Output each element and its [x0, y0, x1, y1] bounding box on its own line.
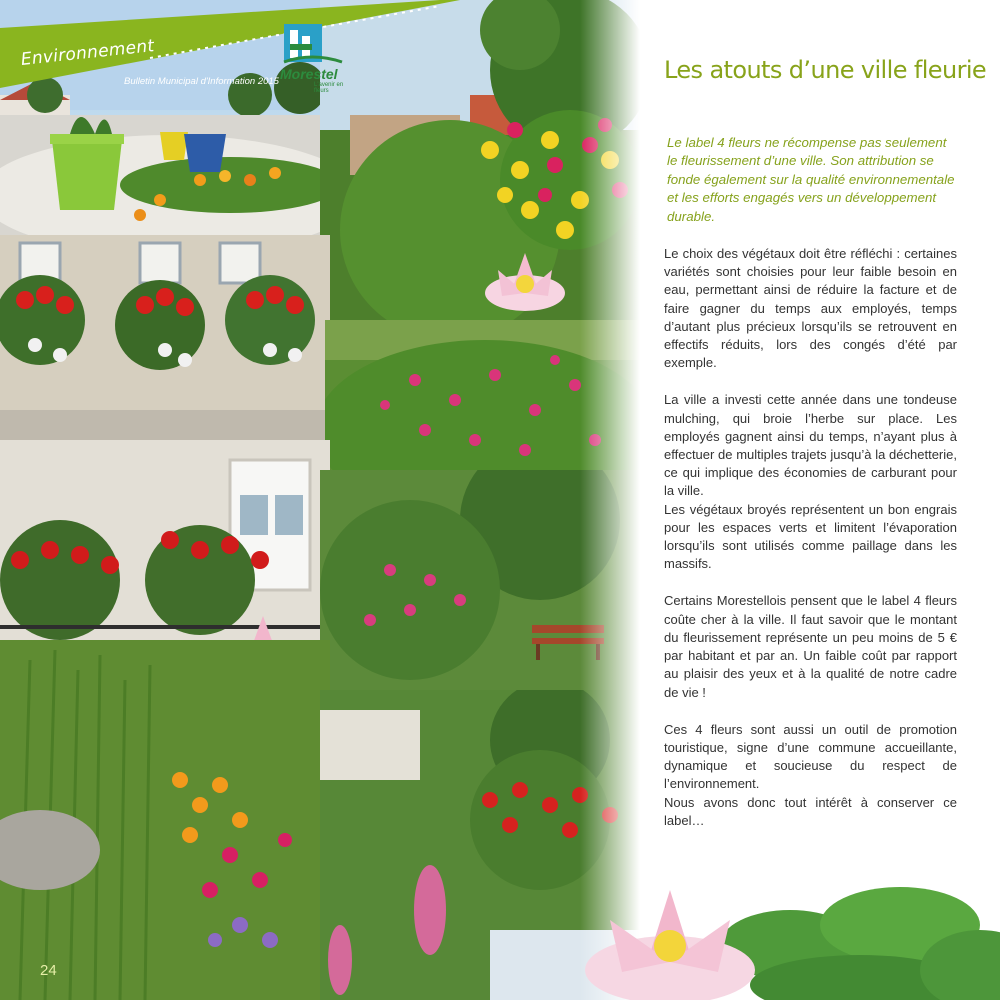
- article: [664, 56, 987, 830]
- article-intro: Le label 4 fleurs ne récompense pas seulement le fleurissement d’une ville. Son attribution se fonde également sur la qualité environnementale et les efforts engagés vers un développement durable.: [667, 135, 955, 224]
- photo-house-baskets: [0, 235, 330, 450]
- water-lily-top: [480, 248, 570, 318]
- photo-grasses-rockery: [0, 640, 330, 1000]
- paragraph-tourism: Ces 4 fleurs sont aussi un outil de promotion touristique, signe d’une commune accueillante, dynamique et soucieuse du respect de l’environnement.: [664, 721, 957, 792]
- paragraph-plants: Le choix des végétaux doit être réfléchi : certaines variétés sont choisies pour leur faible besoin en eau, permettant ainsi de réduire la facture et de faire gagner du temps aux employés, temps d’autant plus précieux lorsqu’ils se retrouvent en effectifs réduits, lors des congés d’été par exemple.: [664, 246, 957, 371]
- grasses-rockery-illustration: [0, 640, 330, 1000]
- white-door-illustration: [0, 440, 330, 640]
- morestel-logo: [272, 22, 358, 92]
- section-title: Environnement: [19, 36, 156, 70]
- logo-name: Morestel: [280, 66, 338, 82]
- house-baskets-illustration: [0, 235, 330, 450]
- paragraph-conclusion: Nous avons donc tout intérêt à conserver ce label…: [664, 794, 957, 828]
- photo-white-door: [0, 440, 330, 640]
- paragraph-mower: La ville a investi cette année dans une tondeuse mulching, qui broie l’herbe sur place. Les employés gagnent ainsi du temps, n’ayant plus à effectuer de multiples trajets jusqu’à la déchetterie, ce qui implique des économies de carburant pour la ville.: [664, 392, 957, 499]
- page-number: 24: [40, 962, 57, 979]
- logo-tagline: L'avenir en fleurs: [314, 82, 344, 94]
- article-title: Les atouts d’une ville fleurie: [664, 56, 987, 84]
- lily-pads-illustration: [560, 850, 1000, 1000]
- town-crest-icon: [272, 22, 358, 68]
- bulletin-caption: Bulletin Municipal d'Information 2015: [124, 76, 279, 87]
- paragraph-cost: Certains Morestellois pensent que le label 4 fleurs coûte cher à la ville. Il faut savoir que le montant du fleurissement représente un peu moins de 5 € par habitant et par an. Un faible coût par rapport au plaisir des yeux et à la qualité de notre cadre de vie !: [664, 593, 957, 700]
- paragraph-mulch: Les végétaux broyés représentent un bon engrais pour les espaces verts et limitent l’évaporation lorsqu’ils sont utilisés comme paillage dans les massifs.: [664, 501, 957, 572]
